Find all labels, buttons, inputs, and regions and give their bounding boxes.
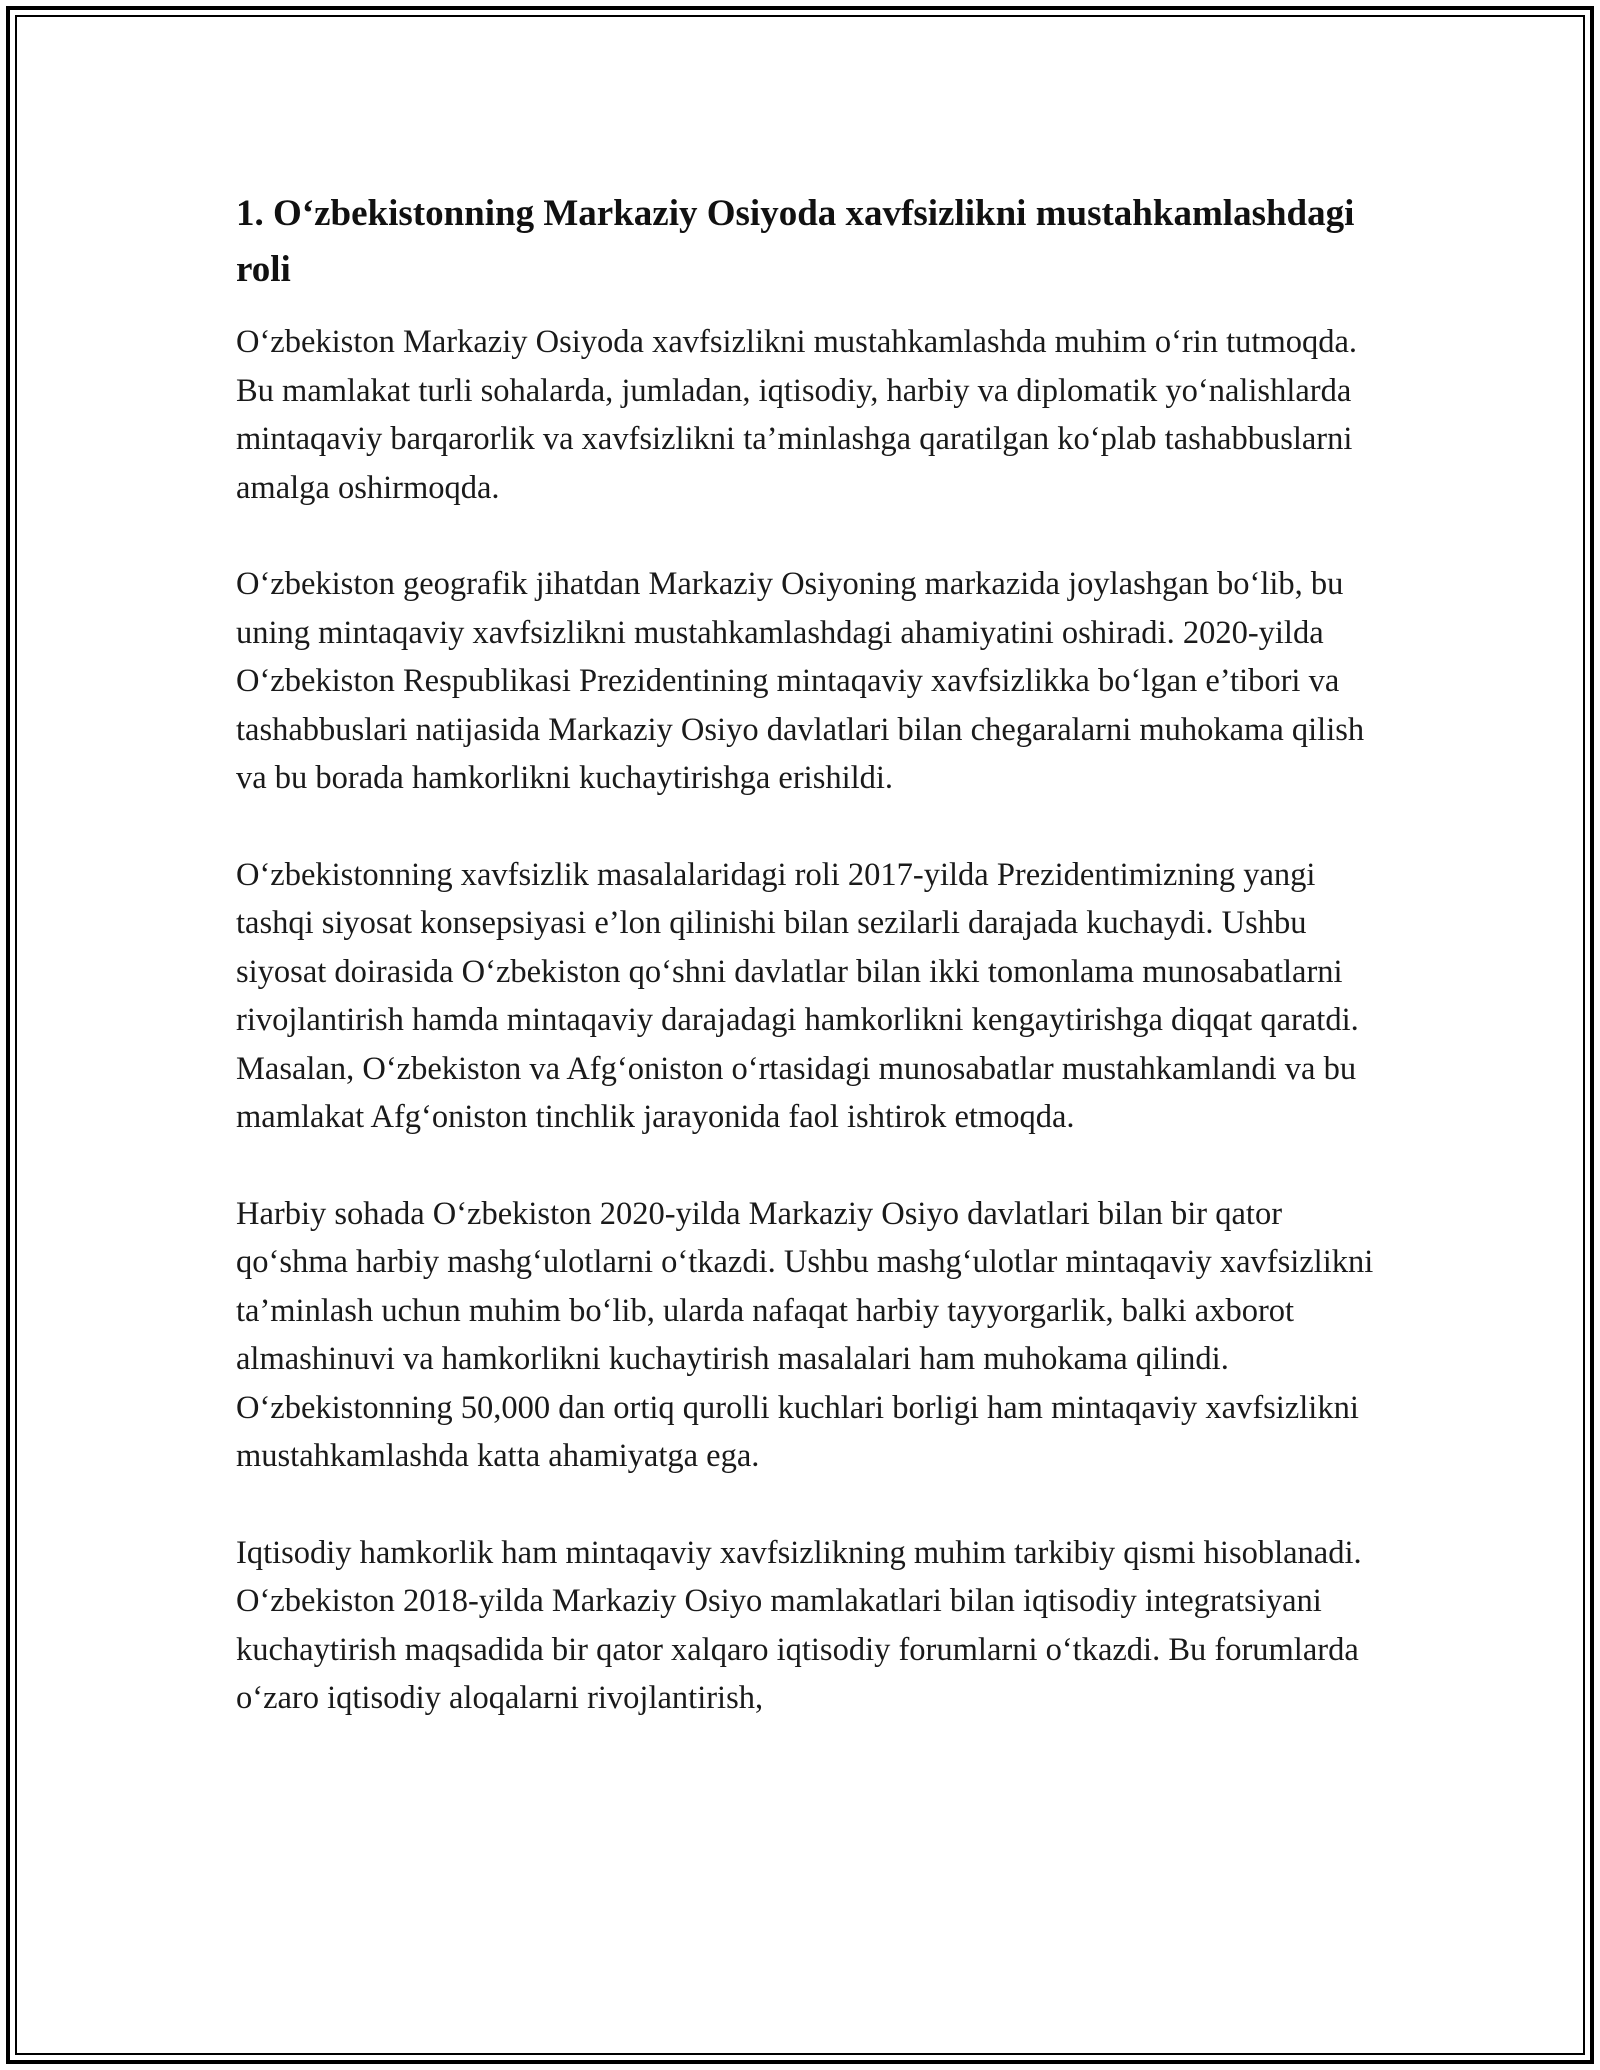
paragraph-4: Harbiy sohada O‘zbekiston 2020-yilda Markaziy Osiyo davlatlari bilan bir qator qo‘shma harbiy mashg‘ulotlarni o‘tkazdi. Ushbu mashg‘ulotlar mintaqaviy xavfsizlikni ta’minlash uchun muhim bo‘lib, ularda nafaqat harbiy tayyorgarlik, balki axborot almashinuvi va hamkorlikni kuchaytirish masalalari ham muhokama qilindi. O‘zbekistonning 50,000 dan ortiq qurolli kuchlari borligi ham mintaqaviy xavfsizlikni mustahkamlashda katta ahamiyatga ega. — [236, 1195, 1374, 1474]
paragraph-3: O‘zbekistonning xavfsizlik masalalaridagi roli 2017-yilda Prezidentimizning yangi tashqi siyosat konsepsiyasi e’lon qilinishi bilan sezilarli darajada kuchaydi. Ushbu siyosat doirasida O‘zbekiston qo‘shni davlatlar bilan ikki tomonlama munosabatlarni rivojlantirish hamda mintaqaviy darajadagi hamkorlikni kengaytirishga diqqat qaratdi. Masalan, O‘zbekiston va Afg‘oniston o‘rtasidagi munosabatlar mustahkamlandi va bu mamlakat Afg‘oniston tinchlik jarayonida faol ishtirok etmoqda. — [236, 856, 1359, 1135]
section-title: 1. O‘zbekistonning Markaziy Osiyoda xavfsizlikni mustahkamlashdagi roli — [236, 193, 1355, 290]
paragraph-2: O‘zbekiston geografik jihatdan Markaziy Osiyoning markazida joylashgan bo‘lib, bu uning mintaqaviy xavfsizlikni mustahkamlashdagi ahamiyatini oshiradi. 2020-yilda O‘zbekiston Respublikasi Prezidentining mintaqaviy xavfsizlikka bo‘lgan e’tibori va tashabbuslari natijasida Markaziy Osiyo davlatlari bilan chegaralarni muhokama qilish va bu borada hamkorlikni kuchaytirishga erishildi. — [236, 566, 1365, 796]
document-body — [236, 186, 1386, 1771]
paragraph-5: Iqtisodiy hamkorlik ham mintaqaviy xavfsizlikning muhim tarkibiy qismi hisoblanadi. O‘zbekiston 2018-yilda Markaziy Osiyo mamlakatlari bilan iqtisodiy integratsiyani kuchaytirish maqsadida bir qator xalqaro iqtisodiy forumlarni o‘tkazdi. Bu forumlarda o‘zaro iqtisodiy aloqalarni rivojlantirish, — [236, 1534, 1362, 1716]
paragraph-1: O‘zbekiston Markaziy Osiyoda xavfsizlikni mustahkamlashda muhim o‘rin tutmoqda. Bu mamlakat turli sohalarda, jumladan, iqtisodiy, harbiy va diplomatik yo‘nalishlarda mintaqaviy barqarorlik va xavfsizlikni ta’minlashga qaratilgan ko‘plab tashabbuslarni amalga oshirmoqda. — [236, 324, 1358, 506]
